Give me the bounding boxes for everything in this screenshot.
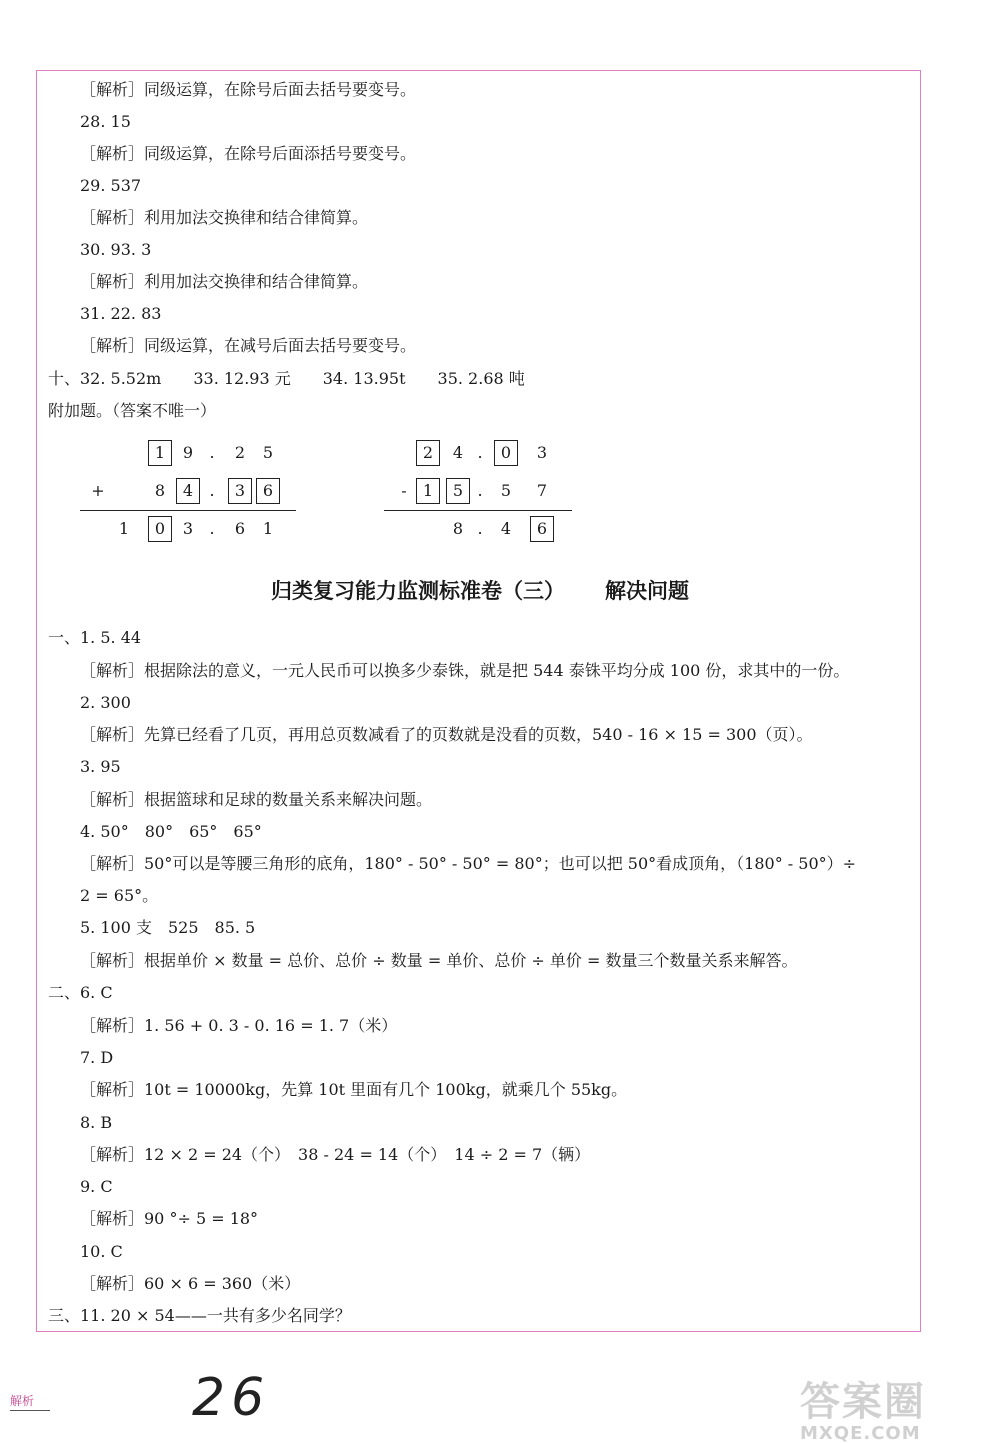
sum-line <box>80 510 296 511</box>
decimal-point: . <box>477 443 483 462</box>
digit-box: 5 <box>446 478 470 504</box>
decimal-point: . <box>477 481 483 500</box>
answer-line: ［解析］利用加法交换律和结合律简算。 <box>80 272 369 291</box>
answer-line: 2 = 65°。 <box>80 886 159 905</box>
section-heading <box>0 578 960 604</box>
answer-line: 9. C <box>80 1177 113 1196</box>
watermark-en: MXQE.COM <box>800 1423 921 1444</box>
plus-sign: + <box>91 481 105 500</box>
answer-line: 31. 22. 83 <box>80 304 162 323</box>
vertical-subtraction <box>384 438 584 548</box>
digit-box: 0 <box>494 440 518 466</box>
answer-line: 7. D <box>80 1048 114 1067</box>
digit: 4 <box>500 519 512 538</box>
heading-subtitle: 解决问题 <box>605 578 689 603</box>
answer-line: ［解析］先算已经看了几页，再用总页数减看了的页数就是没看的页数，540 - 16 × 15 = 300（页）。 <box>80 725 813 744</box>
answer-line: ［解析］50°可以是等腰三角形的底角，180° - 50° - 50° = 80°；也可以把 50°看成顶角，（180° - 50°）÷ <box>80 854 857 873</box>
digit-box: 2 <box>416 440 440 466</box>
digit: 5 <box>262 443 274 462</box>
heading-title: 归类复习能力监测标准卷（三） <box>271 578 565 603</box>
digit: 1 <box>262 519 274 538</box>
answer-line: ［解析］利用加法交换律和结合律简算。 <box>80 208 369 227</box>
digit-box: 4 <box>176 478 200 504</box>
answer-line: 一、1. 5. 44 <box>48 628 142 647</box>
footer-divider <box>10 1410 50 1411</box>
digit: 5 <box>500 481 512 500</box>
digit-box: 1 <box>416 478 440 504</box>
answer-line: ［解析］同级运算，在除号后面添括号要变号。 <box>80 144 417 163</box>
digit: 8 <box>154 481 166 500</box>
answer-line: 5. 100 支 525 85. 5 <box>80 918 256 937</box>
answer-line: ［解析］1. 56 + 0. 3 - 0. 16 = 1. 7（米） <box>80 1016 398 1035</box>
page-border <box>36 70 921 1332</box>
digit: 8 <box>452 519 464 538</box>
answer-line: 2. 300 <box>80 693 131 712</box>
section-ten: 十、32. 5.52m 33. 12.93 元 34. 13.95t 35. 2.68 吨 <box>48 369 525 388</box>
answer-line: 二、6. C <box>48 983 113 1002</box>
watermark-cn: 答案圈 <box>800 1379 926 1425</box>
digit-box: 6 <box>256 478 280 504</box>
digit: 4 <box>452 443 464 462</box>
answer-line: 29. 537 <box>80 176 142 195</box>
answer-line: ［解析］同级运算，在除号后面去括号要变号。 <box>80 80 417 99</box>
bonus-title: 附加题。（答案不唯一） <box>48 401 217 420</box>
digit-box: 6 <box>530 516 554 542</box>
answer-line: 30. 93. 3 <box>80 240 152 259</box>
footer-tag: 解析 <box>10 1394 35 1408</box>
digit: 6 <box>234 519 246 538</box>
digit: 9 <box>182 443 194 462</box>
answer-line: 10. C <box>80 1242 123 1261</box>
answer-line: ［解析］根据除法的意义，一元人民币可以换多少泰铢，就是把 544 泰铢平均分成 100 份，求其中的一份。 <box>80 661 850 680</box>
digit-box: 0 <box>148 516 172 542</box>
difference-line <box>384 510 572 511</box>
answer-line: ［解析］10t = 10000kg，先算 10t 里面有几个 100kg，就乘几个 55kg。 <box>80 1080 628 1099</box>
digit: 7 <box>536 481 548 500</box>
decimal-point: . <box>209 481 215 500</box>
decimal-point: . <box>209 443 215 462</box>
answer-line: ［解析］12 × 2 = 24（个） 38 - 24 = 14（个） 14 ÷ 2 = 7（辆） <box>80 1145 591 1164</box>
digit: 1 <box>118 519 130 538</box>
answer-line: 8. B <box>80 1113 113 1132</box>
vertical-addition <box>80 438 300 548</box>
answer-line: ［解析］90 °÷ 5 = 18° <box>80 1209 259 1228</box>
answer-line: 28. 15 <box>80 112 131 131</box>
digit: 3 <box>182 519 194 538</box>
digit: 2 <box>234 443 246 462</box>
digit: 3 <box>536 443 548 462</box>
minus-sign: - <box>401 481 407 500</box>
digit-box: 1 <box>148 440 172 466</box>
decimal-point: . <box>477 519 483 538</box>
watermark-logo <box>800 1370 990 1444</box>
digit-box: 3 <box>228 478 252 504</box>
answer-line: ［解析］根据单价 × 数量 = 总价、总价 ÷ 数量 = 单价、总价 ÷ 单价 = 数量三个数量关系来解答。 <box>80 951 798 970</box>
answer-line: 3. 95 <box>80 757 121 776</box>
answer-line: ［解析］同级运算，在减号后面去括号要变号。 <box>80 336 417 355</box>
handwritten-page-number: 26 <box>192 1368 271 1428</box>
answer-line: ［解析］60 × 6 = 360（米） <box>80 1274 301 1293</box>
answer-line: 三、11. 20 × 54——一共有多少名同学？ <box>48 1306 351 1325</box>
decimal-point: . <box>209 519 215 538</box>
answer-line: ［解析］根据篮球和足球的数量关系来解决问题。 <box>80 790 433 809</box>
answer-line: 4. 50° 80° 65° 65° <box>80 822 262 841</box>
